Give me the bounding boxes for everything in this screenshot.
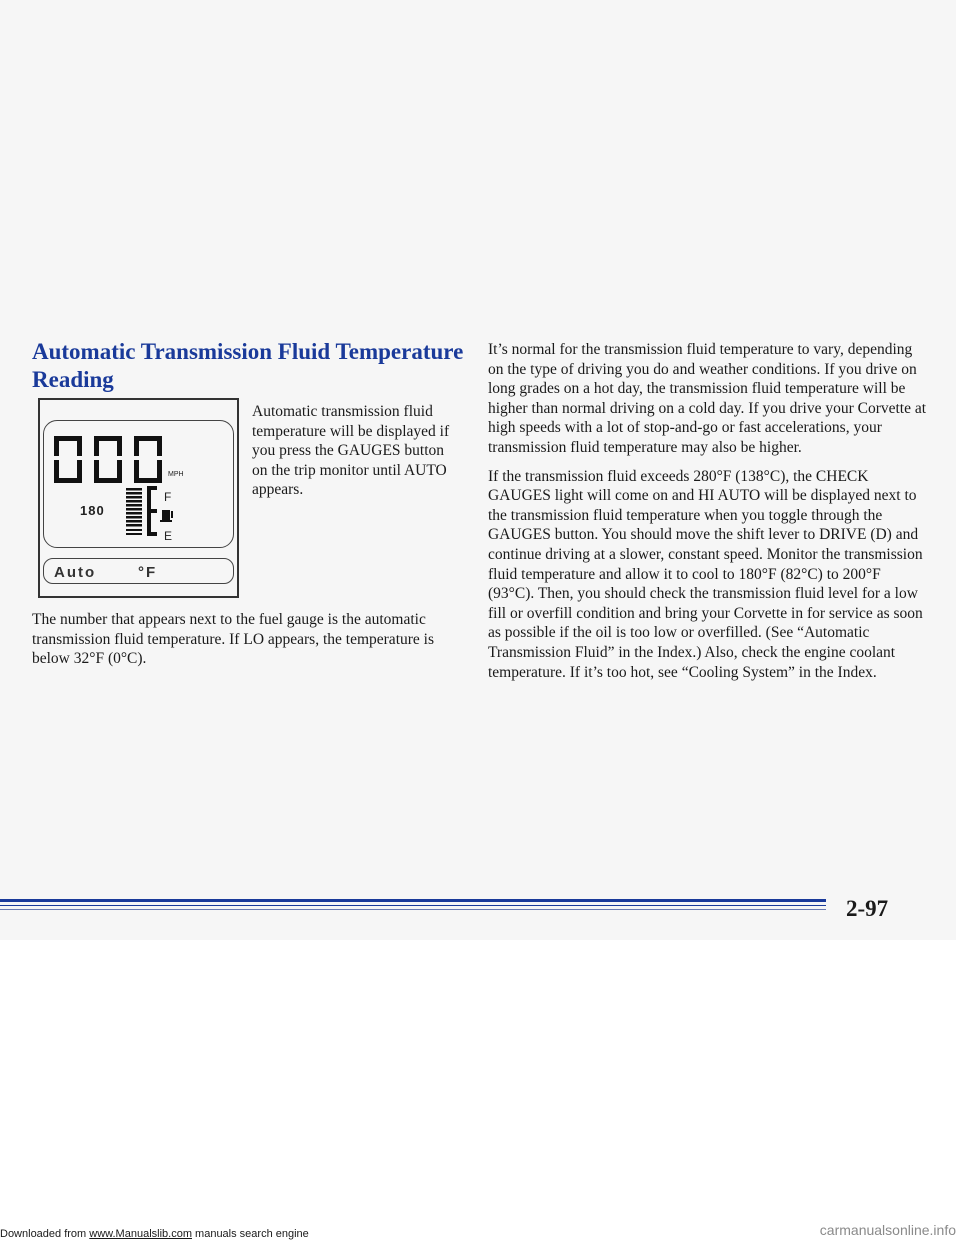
figure-caption: Automatic transmission fluid temperature will be displayed if you press the GAUGES button on the trip monitor until AUTO appears. — [252, 403, 450, 498]
fuel-pump-icon — [160, 510, 173, 522]
lcd-graphics — [40, 400, 237, 596]
section-title: Automatic Transmission Fluid Temperature Reading — [32, 339, 464, 392]
normal-temperature-paragraph: It’s normal for the transmission fluid temperature to vary, depending on the type of driving you do and weather conditions. If you drive on long grades on a hot day, the transmission fluid temperature will be higher than normal driving on a cold day. If you drive your Corvette at high speeds with a lot of stop-and-go or fast accelerations, your transmission fluid temperature may also be higher. — [488, 341, 927, 456]
fuel-gauge-explanation: The number that appears next to the fuel gauge is the automatic transmission fluid temperature. If LO appears, the temperature is below 32°F (0°C). — [32, 611, 435, 667]
mph-label: MPH — [168, 471, 184, 478]
trip-monitor-illustration — [38, 398, 239, 598]
speed-digits — [54, 436, 162, 483]
manualslib-link[interactable]: www.Manualslib.com — [89, 1228, 192, 1240]
footer-rule-thin — [0, 905, 826, 906]
footer-rule-hairline — [0, 909, 826, 910]
right-column — [488, 340, 928, 691]
auto-mode-text: Auto — [54, 564, 97, 581]
overheat-warning-paragraph: If the transmission fluid exceeds 280°F (138°C), the CHECK GAUGES light will come on and HI AUTO will be displayed next to the transmission fluid temperature when you toggle through the GAUGES button. You should move the shift lever to DRIVE (D) and continue driving at a slower, constant speed. Monitor the transmission fluid temperature and allow it to cool to 180°F (82°C) to 200°F (93°C). Then, you should check the transmission fluid level for a low fill or overfill condition and bring your Corvette in for service as soon as possible if the oil is too low or overfilled. (See “Automatic Transmission Fluid” in the Index.) Also, check the engine coolant temperature. If it’s too hot, see “Cooling System” in the Index. — [488, 467, 923, 681]
footer-prefix: Downloaded from — [0, 1228, 90, 1240]
footer-rule-thick — [0, 899, 826, 902]
fuel-full-label: F — [164, 490, 172, 504]
download-footer — [0, 1228, 960, 1240]
fuel-gauge-frame — [147, 486, 157, 536]
fuel-empty-label: E — [164, 529, 173, 543]
footer-suffix: manuals search engine — [191, 1228, 309, 1240]
page-number: 2-97 — [846, 896, 889, 921]
fluid-temp-readout: 180 — [80, 503, 105, 518]
digit-2 — [94, 436, 122, 483]
fuel-gauge-bars — [126, 488, 142, 535]
digit-1 — [54, 436, 82, 483]
watermark-text: carmanualsonline.info — [819, 1222, 956, 1238]
digit-3 — [134, 436, 162, 483]
fahrenheit-unit-text: °F — [138, 564, 158, 581]
